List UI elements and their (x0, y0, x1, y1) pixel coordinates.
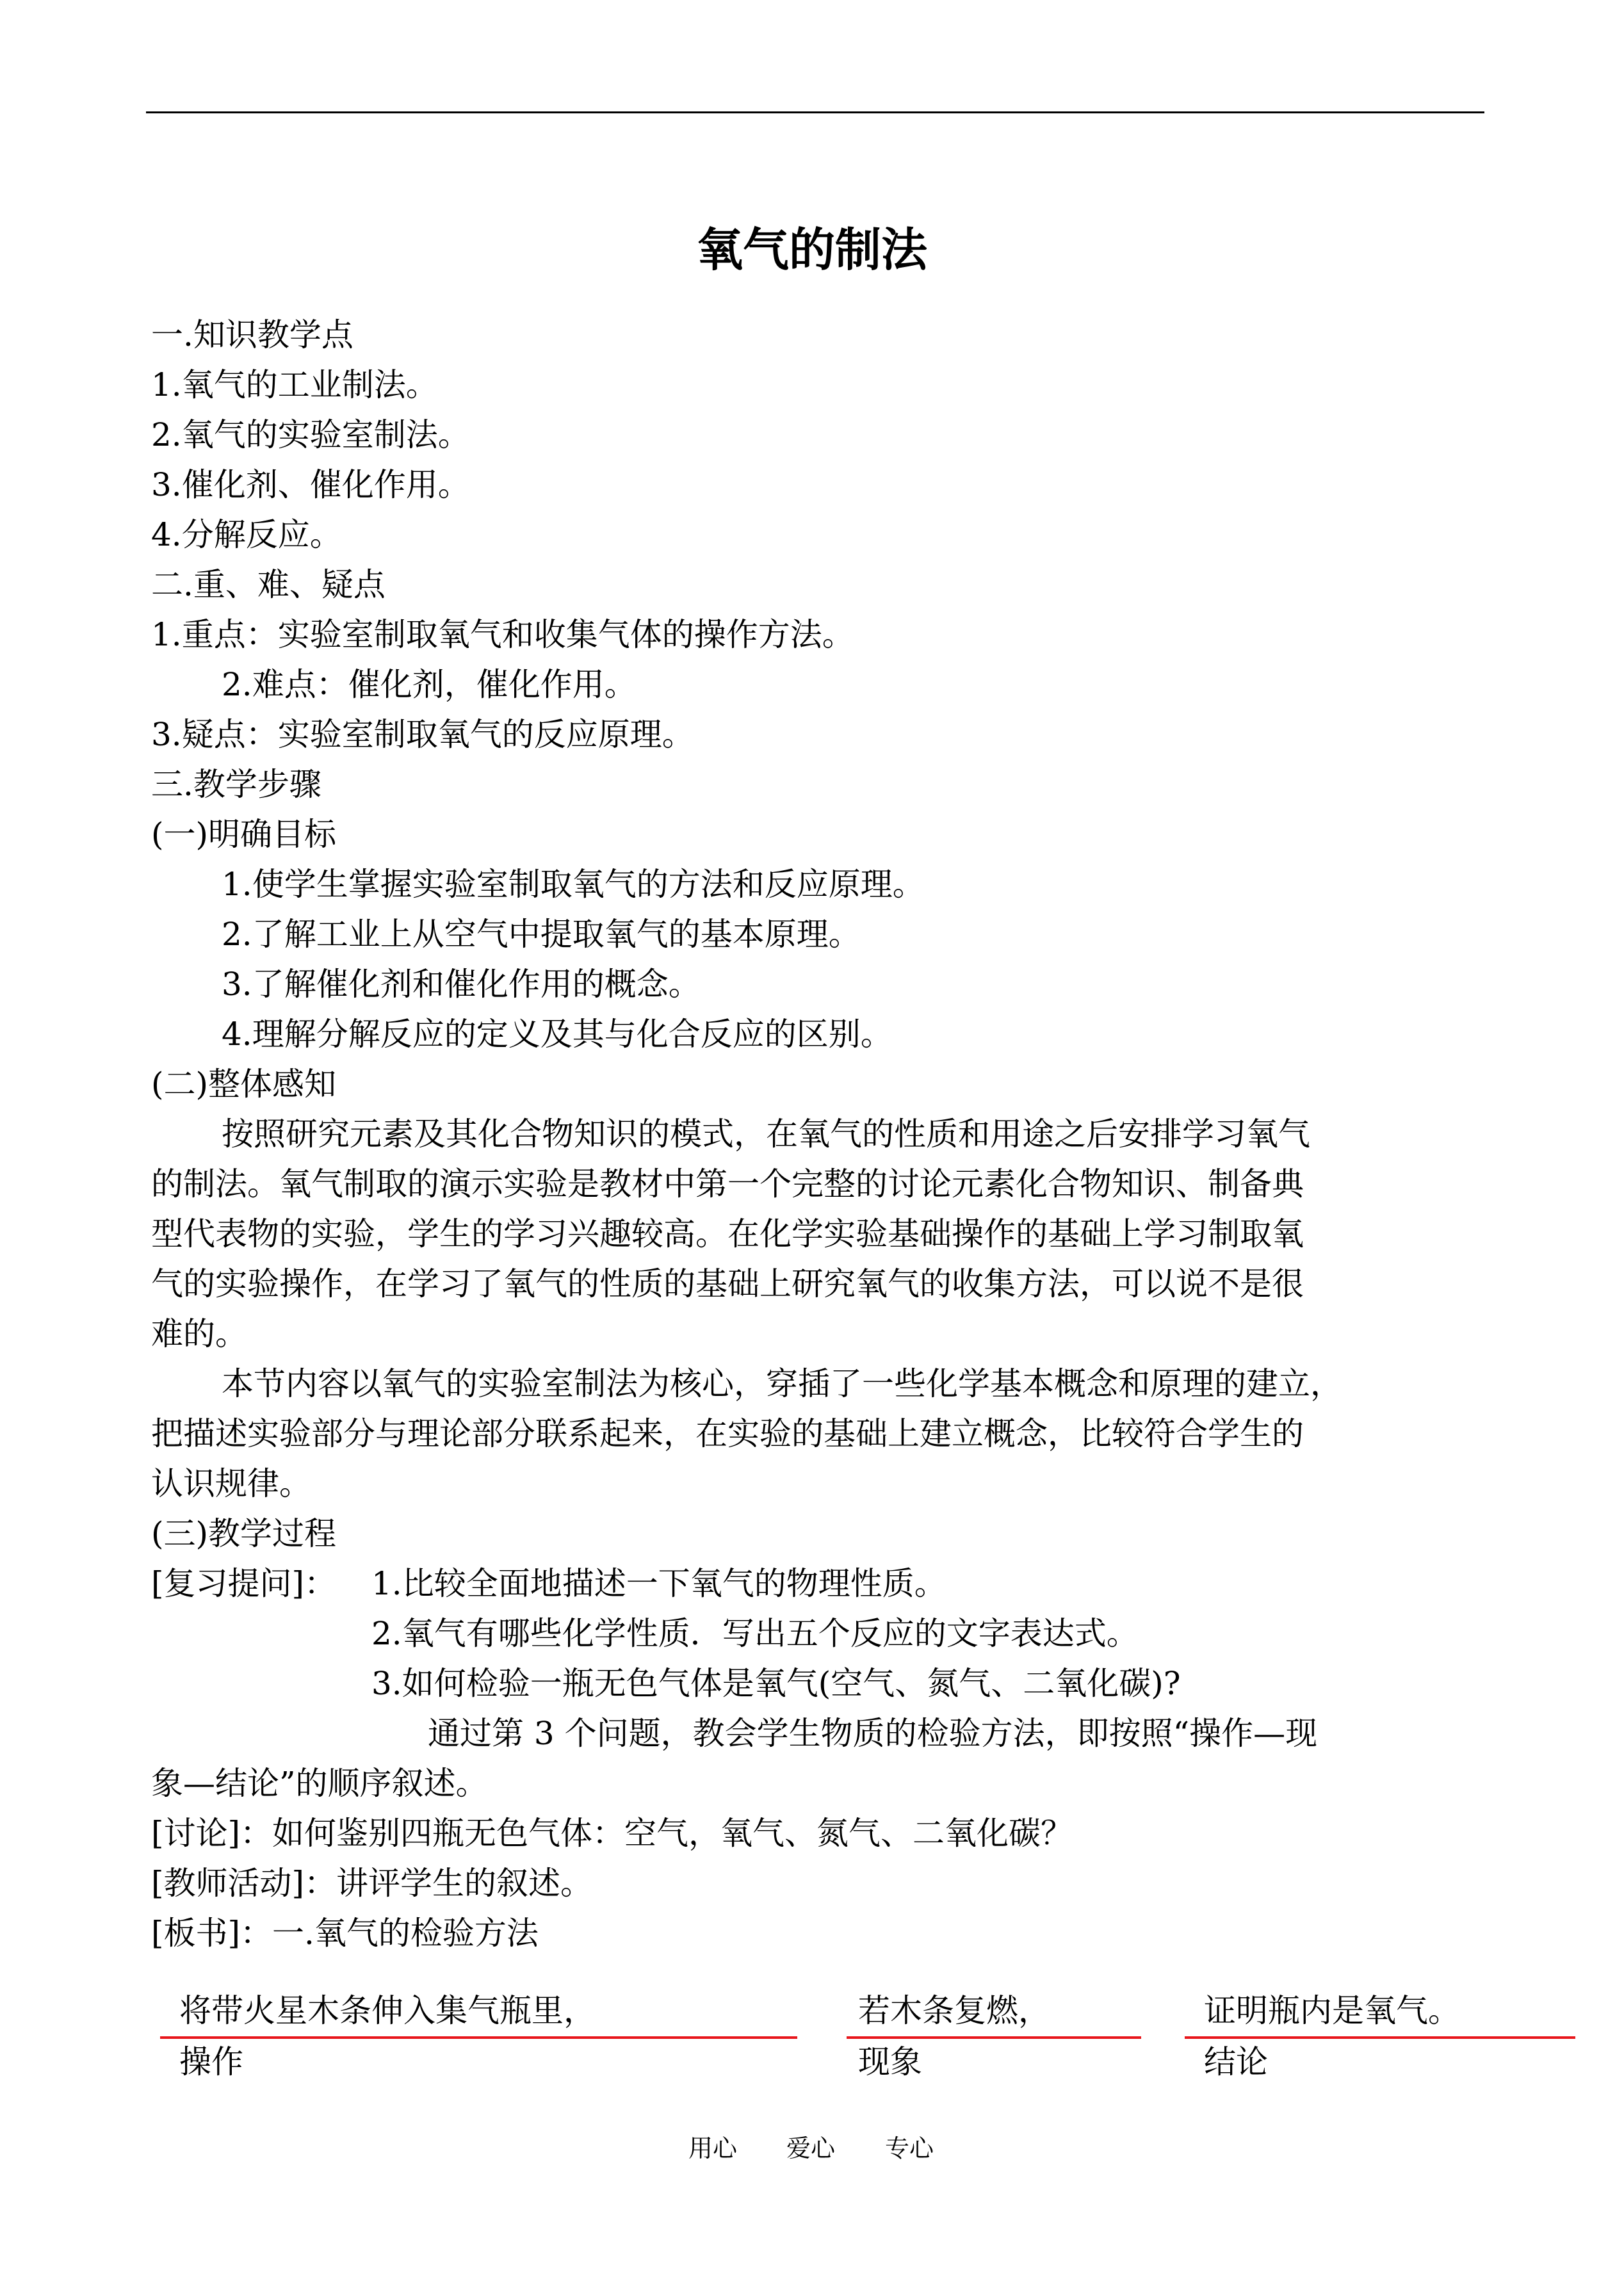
conclusion-text: 证明瓶内是氧气。 (1204, 1992, 1460, 2029)
review-question: 3.如何检验一瓶无色气体是氧气(空气、氮气、二氧化碳)? (371, 1665, 1181, 1702)
paragraph-line: 象—结论”的顺序叙述。 (151, 1765, 488, 1802)
review-question: 1.比较全面地描述一下氧气的物理性质。 (371, 1565, 946, 1602)
teacher-activity-line: [教师活动]：讲评学生的叙述。 (151, 1865, 593, 1902)
list-item: 1.重点：实验室制取氧气和收集气体的操作方法。 (151, 616, 854, 653)
paragraph-line: 把描述实验部分与理论部分联系起来，在实验的基础上建立概念，比较符合学生的 (151, 1415, 1304, 1452)
board-line: [板书]：一.氧气的检验方法 (151, 1915, 539, 1952)
header-rule (146, 111, 1484, 113)
subsection-heading-overview: (二)整体感知 (151, 1066, 337, 1103)
list-item: 3.了解催化剂和催化作用的概念。 (222, 966, 701, 1003)
subsection-heading-process: (三)教学过程 (151, 1515, 337, 1552)
list-item: 3.疑点：实验室制取氧气的反应原理。 (151, 716, 694, 753)
paragraph-line: 按照研究元素及其化合物知识的模式，在氧气的性质和用途之后安排学习氧气 (222, 1115, 1310, 1153)
footer-text: 专心 (885, 2134, 934, 2162)
document-title: 氧气的制法 (696, 223, 927, 277)
paragraph-line: 型代表物的实验，学生的学习兴趣较高。在化学实验基础操作的基础上学习制取氧 (151, 1215, 1304, 1253)
phenomenon-label: 现象 (858, 2043, 922, 2080)
list-item: 3.催化剂、催化作用。 (151, 466, 470, 503)
review-label: [复习提问]： (151, 1565, 337, 1602)
operation-label: 操作 (179, 2043, 243, 2080)
paragraph-line: 的制法。氧气制取的演示实验是教材中第一个完整的讨论元素化合物知识、制备典 (151, 1165, 1304, 1203)
operation-underline (160, 2036, 797, 2039)
section-heading-knowledge: 一.知识教学点 (151, 316, 353, 353)
paragraph-line: 通过第 3 个问题，教会学生物质的检验方法，即按照“操作—现 (428, 1715, 1318, 1752)
list-item: 1.使学生掌握实验室制取氧气的方法和反应原理。 (222, 866, 925, 903)
subsection-heading-goals: (一)明确目标 (151, 816, 337, 853)
conclusion-underline (1185, 2036, 1575, 2039)
section-heading-key-points: 二.重、难、疑点 (151, 566, 386, 603)
paragraph-line: 气的实验操作，在学习了氧气的性质的基础上研究氧气的收集方法，可以说不是很 (151, 1265, 1304, 1302)
conclusion-label: 结论 (1204, 2043, 1268, 2080)
list-item: 4.分解反应。 (151, 516, 342, 553)
review-question: 2.氧气有哪些化学性质．写出五个反应的文字表达式。 (371, 1615, 1139, 1652)
phenomenon-underline (847, 2036, 1141, 2039)
paragraph-line: 本节内容以氧气的实验室制法为核心，穿插了一些化学基本概念和原理的建立， (222, 1365, 1342, 1402)
list-item: 2.了解工业上从空气中提取氧气的基本原理。 (222, 916, 861, 953)
operation-text: 将带火星木条伸入集气瓶里， (179, 1992, 596, 2029)
list-item: 2.氧气的实验室制法。 (151, 416, 470, 453)
footer-text: 爱心 (786, 2134, 836, 2162)
footer-text: 用心 (688, 2134, 738, 2162)
list-item: 1.氧气的工业制法。 (151, 366, 438, 403)
phenomenon-text: 若木条复燃， (858, 1992, 1050, 2029)
paragraph-line: 认识规律。 (151, 1465, 311, 1502)
discussion-line: [讨论]：如何鉴别四瓶无色气体：空气，氧气、氮气、二氧化碳？ (151, 1815, 1073, 1852)
paragraph-line: 难的。 (151, 1315, 247, 1352)
section-heading-steps: 三.教学步骤 (151, 766, 321, 803)
list-item: 4.理解分解反应的定义及其与化合反应的区别。 (222, 1016, 893, 1053)
list-item: 2.难点：催化剂，催化作用。 (222, 666, 637, 703)
